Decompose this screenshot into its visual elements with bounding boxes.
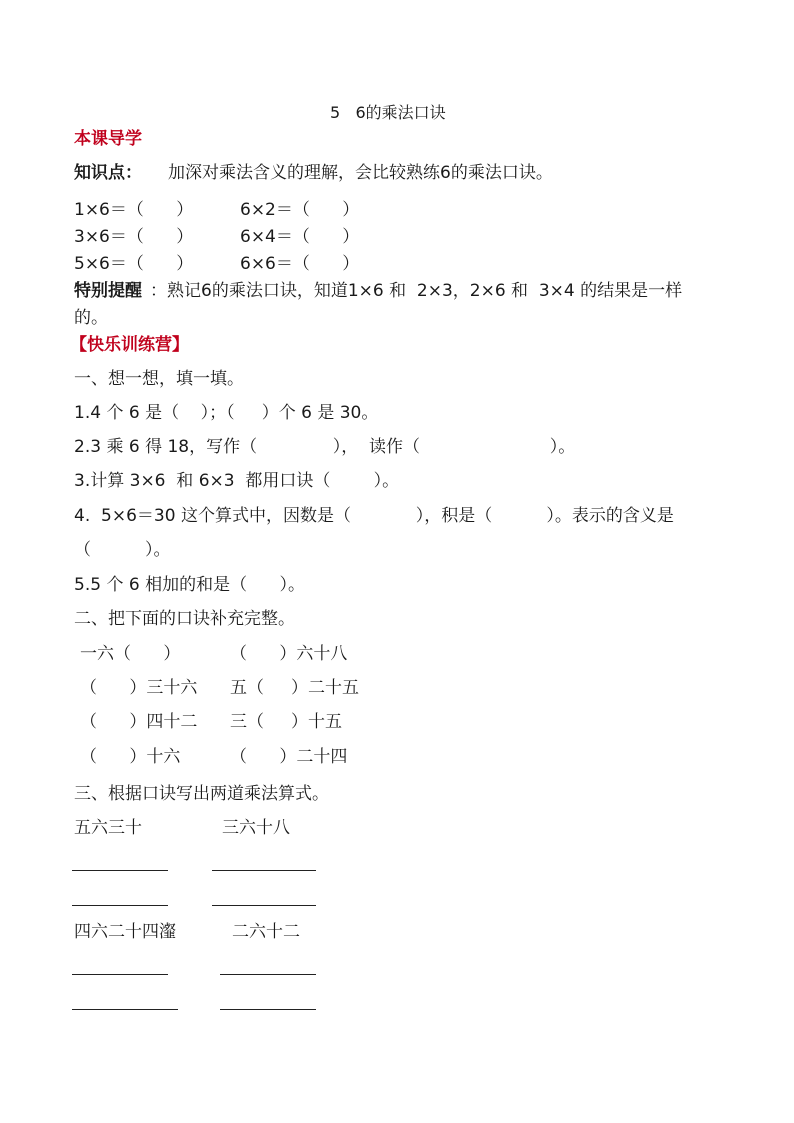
question-1: 1.4 个 6 是（ ）；（ ）个 6 是 30。 — [74, 403, 379, 423]
rhyme-label: 五六三十 — [74, 818, 142, 838]
drill-item: 6×4＝（ ） — [240, 227, 360, 247]
tip-text: ：熟记6的乘法口诀，知道1×6 和 2×3，2×6 和 3×4 的结果是一样 — [150, 281, 683, 301]
answer-line[interactable] — [220, 974, 316, 975]
drill-item: 3×6＝（ ） — [74, 227, 194, 247]
formula-item: 一六（ ） — [80, 644, 181, 664]
knowledge-label: 知识点： — [74, 163, 142, 183]
drill-item: 6×2＝（ ） — [240, 200, 360, 220]
question-4: 4. 5×6＝30 这个算式中，因数是（ ），积是（ ）。表示的含义是 — [74, 506, 674, 526]
drill-item: 6×6＝（ ） — [240, 254, 360, 274]
formula-item: （ ）十六 — [80, 747, 181, 767]
section-heading: 二、把下面的口诀补充完整。 — [74, 609, 295, 629]
question-2: 2.3 乘 6 得 18，写作（ ）， 读作（ ）。 — [74, 437, 576, 457]
answer-line[interactable] — [72, 870, 168, 871]
formula-item: （ ）三十六 — [80, 678, 198, 698]
section-heading: 三、根据口诀写出两道乘法算式。 — [74, 784, 329, 804]
answer-line[interactable] — [212, 905, 316, 906]
answer-line[interactable] — [72, 1009, 178, 1010]
knowledge-text: 加深对乘法含义的理解，会比较熟练6的乘法口诀。 — [168, 163, 553, 183]
drill-item: 5×6＝（ ） — [74, 254, 194, 274]
answer-line[interactable] — [220, 1009, 316, 1010]
answer-line[interactable] — [212, 870, 316, 871]
guide-heading: 本课导学 — [74, 129, 142, 149]
page-title: 5 6的乘法口诀 — [330, 103, 446, 122]
formula-item: （ ）四十二 — [80, 712, 198, 732]
rhyme-label: 四六二十四瀣 — [74, 922, 176, 942]
drill-item: 1×6＝（ ） — [74, 200, 194, 220]
rhyme-label: 二六十二 — [232, 922, 300, 942]
section-heading: 一、想一想，填一填。 — [74, 369, 244, 389]
tip-label: 特别提醒 — [74, 281, 142, 301]
question-3: 3.计算 3×6 和 6×3 都用口诀（ ）。 — [74, 471, 400, 491]
formula-item: 三（ ）十五 — [230, 712, 343, 732]
question-4-cont: （ ）。 — [74, 540, 171, 560]
answer-line[interactable] — [72, 974, 168, 975]
formula-item: （ ）六十八 — [230, 644, 348, 664]
tip-text-cont: 的。 — [74, 308, 108, 328]
formula-item: 五（ ）二十五 — [230, 678, 360, 698]
answer-line[interactable] — [72, 905, 168, 906]
camp-heading: 【快乐训练营】 — [70, 335, 189, 355]
formula-item: （ ）二十四 — [230, 747, 348, 767]
question-5: 5.5 个 6 相加的和是（ ）。 — [74, 575, 305, 595]
rhyme-label: 三六十八 — [222, 818, 290, 838]
